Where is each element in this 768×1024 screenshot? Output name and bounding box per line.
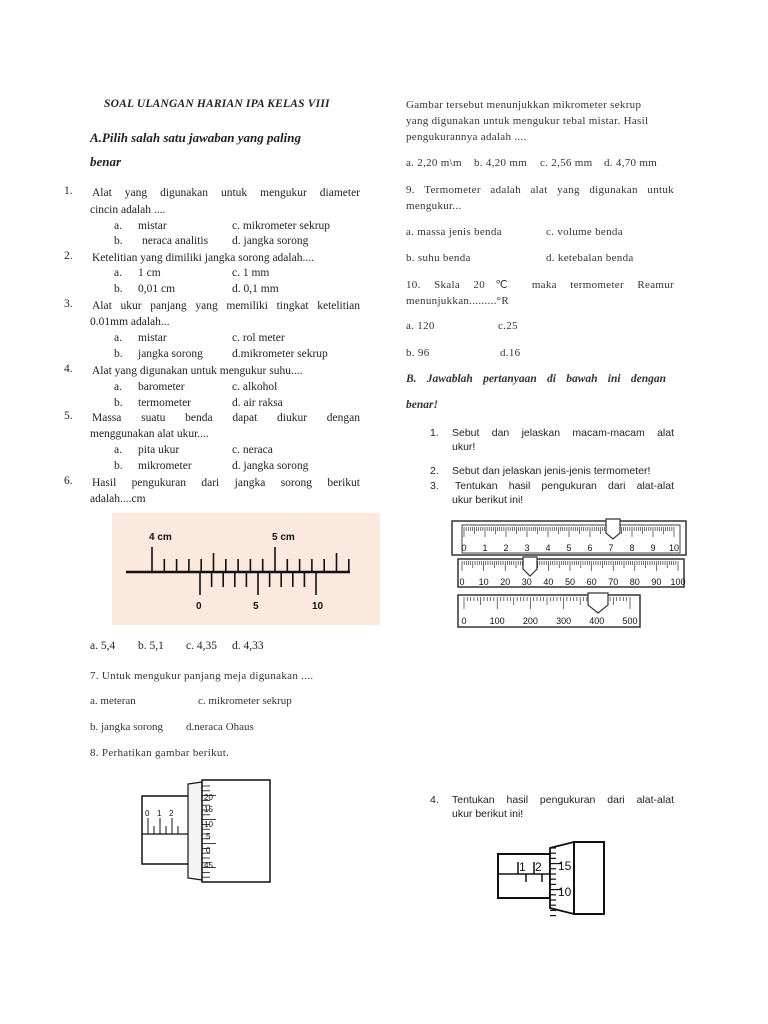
micrometer-thimble-edge bbox=[188, 782, 202, 880]
micrometer-figure-2 bbox=[496, 838, 608, 920]
scale-2-label: 40 bbox=[543, 577, 554, 587]
thimble-label-20: 20 bbox=[204, 793, 213, 802]
thimble-label-5: 5 bbox=[206, 832, 211, 841]
scale-3-label: 500 bbox=[622, 616, 638, 626]
scale-3-label: 100 bbox=[489, 616, 505, 626]
scales-figure bbox=[448, 513, 700, 633]
scale-2-label: 70 bbox=[608, 577, 619, 587]
scale-3-label: 200 bbox=[522, 616, 538, 626]
sleeve-label-0: 0 bbox=[145, 809, 150, 818]
caliper-label-5cm: 5 cm bbox=[272, 532, 295, 543]
caliper-vernier-5: 5 bbox=[253, 601, 259, 612]
micrometer-2-thimble bbox=[574, 842, 604, 914]
scale-3-label: 0 bbox=[461, 616, 467, 626]
caliper-vernier-0: 0 bbox=[196, 601, 202, 612]
scale-1-label: 6 bbox=[587, 543, 593, 553]
scale-1-label: 8 bbox=[629, 543, 635, 553]
scale-2-label: 90 bbox=[651, 577, 662, 587]
scale-1-label: 9 bbox=[650, 543, 656, 553]
scale-2-label: 80 bbox=[629, 577, 640, 587]
scale-2-label: 10 bbox=[478, 577, 489, 587]
scale-1-label: 1 bbox=[482, 543, 488, 553]
section-a-heading: A.Pilih salah satu jawaban yang paling benar bbox=[90, 130, 301, 169]
scale-3-label: 400 bbox=[589, 616, 605, 626]
m2-sleeve-label-1: 1 bbox=[519, 860, 526, 874]
vernier-caliper-figure bbox=[112, 513, 380, 625]
caliper-label-4cm: 4 cm bbox=[149, 532, 172, 543]
sleeve-label-2: 2 bbox=[169, 809, 174, 818]
m2-thimble-label-10: 10 bbox=[558, 885, 572, 899]
m2-thimble-label-15: 15 bbox=[558, 859, 572, 873]
scale-2-label: 100 bbox=[670, 577, 686, 587]
thimble-label-10: 10 bbox=[204, 820, 213, 829]
scale-1-label: 10 bbox=[668, 543, 680, 553]
scale-1-label: 3 bbox=[524, 543, 530, 553]
scale-1-label: 2 bbox=[503, 543, 509, 553]
scale-2-label: 0 bbox=[459, 577, 465, 587]
scale-1-label: 5 bbox=[566, 543, 572, 553]
scale-2-label: 30 bbox=[521, 577, 532, 587]
scale-3-label: 300 bbox=[556, 616, 572, 626]
scale-3-frame bbox=[458, 595, 640, 627]
page-title: SOAL ULANGAN HARIAN IPA KELAS VIII bbox=[104, 98, 330, 110]
thimble-label-45: 45 bbox=[204, 861, 213, 870]
micrometer-figure-1 bbox=[140, 776, 274, 886]
scale-2-label: 20 bbox=[500, 577, 511, 587]
scale-1-label: 7 bbox=[608, 543, 614, 553]
m2-sleeve-label-2: 2 bbox=[535, 860, 542, 874]
scale-2-label: 50 bbox=[564, 577, 576, 587]
caliper-vernier-10: 10 bbox=[312, 601, 324, 612]
thimble-label-0: 0 bbox=[206, 846, 211, 855]
section-b-heading: B. Jawablah pertanyaan di bawah ini dengan benar! bbox=[406, 373, 666, 411]
sleeve-label-1: 1 bbox=[157, 809, 162, 818]
thimble-label-15: 15 bbox=[204, 805, 213, 814]
question-8: 8. Perhatikan gambar berikut. bbox=[90, 747, 230, 759]
scale-2-label: 60 bbox=[586, 577, 597, 587]
scale-1-label: 4 bbox=[545, 543, 551, 553]
scale-1-label: 0 bbox=[461, 543, 467, 553]
